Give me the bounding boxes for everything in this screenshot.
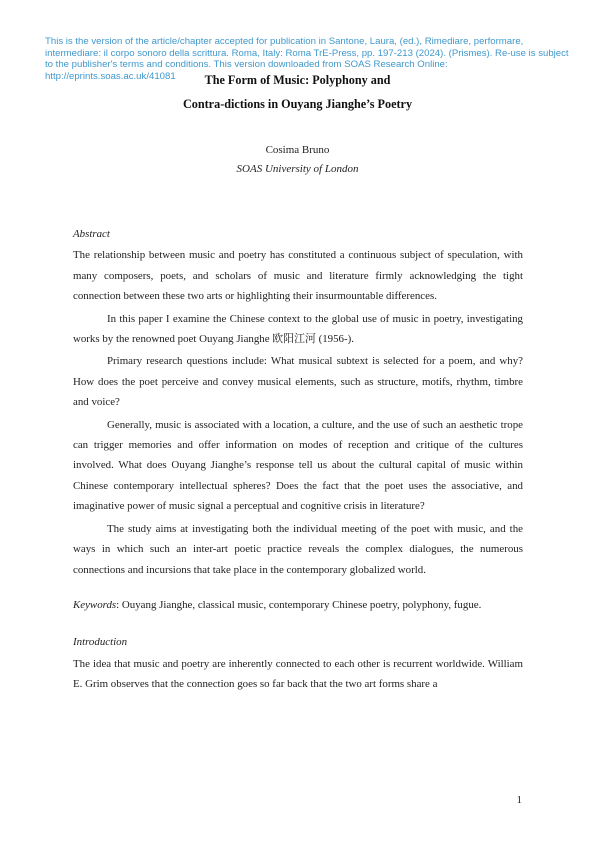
abstract-heading: Abstract <box>73 228 110 240</box>
repository-notice: This is the version of the article/chapter accepted for publication in Santone, Laura, (ed.), Rimediare, performare, intermediare: il corpo sonoro della scrittura. Roma, Italy: Roma TrE-Press, pp. 197-213 (2024). (Prismes). Re-use is subject to the publisher's terms and conditions. This version downloaded from SOAS Research Online: http://eprints.soas.ac.uk/41081 <box>45 36 569 82</box>
introduction-heading: Introduction <box>73 636 128 649</box>
keywords-label: Keywords <box>73 598 117 611</box>
keywords-text: : Ouyang Jianghe, classical music, contemporary Chinese poetry, polyphony, fugue. <box>116 598 482 611</box>
abstract-paragraph-3: Primary research questions include: What musical subtext is selected for a poem, and why? How does the poet perceive and convey musical elements, such as structure, motifs, rhythm, timbre and voice? <box>73 355 523 409</box>
introduction-paragraph: The idea that music and poetry are inherently connected to each other is recurrent worldwide. William E. Grim observes that the connection goes so far back that the two art forms share a <box>73 657 523 691</box>
abstract-paragraph-4: Generally, music is associated with a location, a culture, and the use of such an aesthetic trope can trigger memories and offer information on modes of reception and critique of the cultures involved. What does Ouyang Jianghe’s response tell us about the cultural capital of music within Chinese contemporary intellectual spheres? Does the fact that the poet uses the associative, and imaginative power of music signal a perceptual and cognitive crisis in literature? <box>73 418 523 513</box>
abstract-paragraph-5: The study aims at investigating both the individual meeting of the poet with music, and the ways in which such an inter-art poetic practice reveals the complex dialogues, the numerous connections and incursions that take place in the contemporary globalized world. <box>73 522 523 576</box>
abstract-paragraph-1: The relationship between music and poetry has constituted a continuous subject of speculation, with many composers, poets, and scholars of music and literature firmly acknowledging the tight connection between these two arts or highlighting their insurmountable differences. <box>73 249 523 303</box>
paper-title-line-1: The Form of Music: Polyphony and <box>204 73 391 87</box>
author-affiliation: SOAS University of London <box>236 163 359 175</box>
author-name: Cosima Bruno <box>265 144 330 156</box>
page-number: 1 <box>516 794 522 806</box>
abstract-paragraph-2: In this paper I examine the Chinese context to the global use of music in poetry, investigating works by the renowned poet Ouyang Jianghe 欧阳江河 (1956-). <box>73 312 523 346</box>
paper-title-line-2: Contra-dictions in Ouyang Jianghe’s Poetry <box>182 97 413 111</box>
keywords-line <box>73 595 523 615</box>
paper-body <box>73 224 523 695</box>
